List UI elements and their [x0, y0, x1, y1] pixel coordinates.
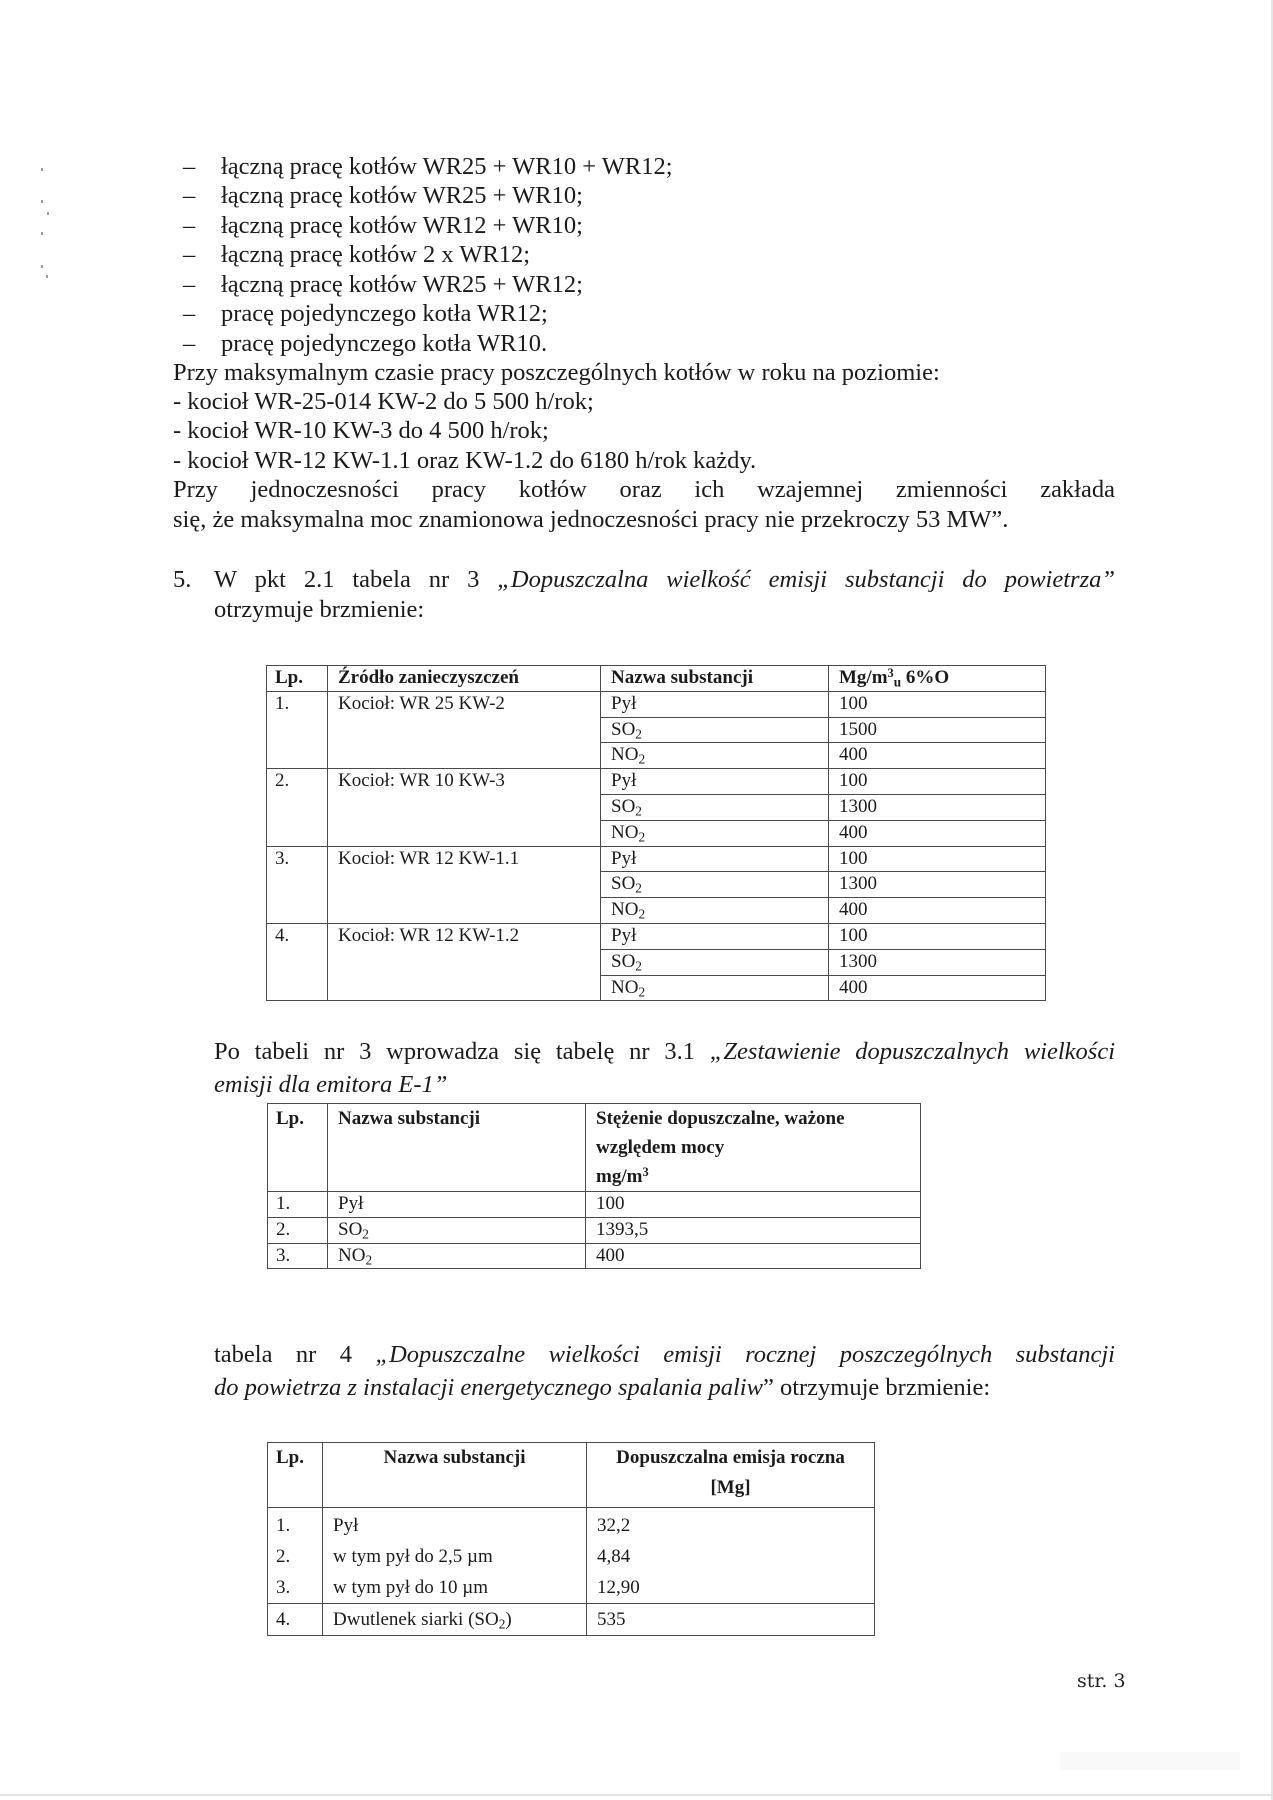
- col-header-substance: Nazwa substancji: [601, 666, 829, 692]
- cell-source: Kocioł: WR 10 KW-3: [328, 769, 601, 846]
- table-row: [267, 923, 1046, 949]
- col-header-substance: Nazwa substancji: [328, 1104, 586, 1192]
- header-line: Stężenie dopuszczalne, ważone: [596, 1108, 845, 1129]
- scan-speck: [41, 200, 43, 203]
- list-item: pracę pojedynczego kotła WR10.: [221, 330, 548, 357]
- table-header-row: [268, 1443, 875, 1508]
- header-unit: [Mg]: [710, 1477, 751, 1498]
- bullet-marker: –: [183, 300, 196, 327]
- list-item: łączną pracę kotłów WR25 + WR10 + WR12;: [221, 153, 673, 180]
- header-line: Dopuszczalna emisja roczna: [616, 1447, 845, 1468]
- formula-sub: 2: [635, 880, 642, 896]
- table31-title: „Zestawienie dopuszczalnych wielkości: [709, 1038, 1115, 1065]
- intro-prefix: Po tabeli nr 3 wprowadza się tabelę nr 3.1: [214, 1038, 710, 1065]
- cell-source: Kocioł: WR 12 KW-1.2: [328, 923, 601, 1000]
- max-time-item: - kocioł WR-12 KW-1.1 oraz KW-1.2 do 6180 h/rok każdy.: [173, 447, 757, 474]
- scan-speck: [41, 265, 43, 268]
- cell-substance: [601, 743, 829, 769]
- formula: SO: [611, 950, 636, 972]
- col-header-source: Źródło zanieczyszczeń: [328, 666, 601, 692]
- list-item: łączną pracę kotłów WR12 + WR10;: [221, 212, 583, 239]
- cell-lp: 1.: [268, 1192, 328, 1218]
- point5-suffix: otrzymuje brzmienie:: [214, 596, 425, 623]
- col-header-concentration: [586, 1104, 921, 1192]
- table-row: [267, 846, 1046, 872]
- cell-substance: [328, 1243, 586, 1269]
- cell-value: 1300: [829, 872, 1046, 898]
- max-time-item: - kocioł WR-10 KW-3 do 4 500 h/rok;: [173, 417, 549, 444]
- cell-substance: Pył: [601, 923, 829, 949]
- table-row: [267, 691, 1046, 717]
- unit-text: Mg/m: [839, 667, 888, 688]
- unit-text: mg/m: [596, 1166, 643, 1187]
- substance-name: Dwutlenek siarki (SO: [333, 1609, 499, 1630]
- col-header-emission: [587, 1443, 875, 1508]
- cell-value: 4,84: [587, 1541, 875, 1572]
- cell-substance: [323, 1604, 587, 1636]
- cell-lp: 4.: [268, 1604, 323, 1636]
- table-header-row: [267, 666, 1046, 692]
- formula: NO: [611, 821, 639, 843]
- list-item: łączną pracę kotłów WR25 + WR10;: [221, 182, 583, 209]
- table-header-row: [268, 1104, 921, 1192]
- table-row: [268, 1243, 921, 1269]
- cell-substance: [601, 717, 829, 743]
- table3-title: „Dopuszczalna wielkość emisji substancji do powietrza”: [497, 566, 1115, 593]
- formula-sub: 2: [498, 1616, 506, 1632]
- cell-value: 400: [829, 975, 1046, 1001]
- bullet-marker: –: [183, 271, 196, 298]
- cell-source: Kocioł: WR 25 KW-2: [328, 691, 601, 768]
- col-header-lp: Lp.: [267, 666, 328, 692]
- table-row: [268, 1572, 875, 1604]
- formula: SO: [611, 873, 636, 895]
- scan-speck: [46, 275, 48, 278]
- cell-value: 1300: [829, 794, 1046, 820]
- table-row: [268, 1604, 875, 1636]
- formula-sub: 2: [362, 1226, 369, 1242]
- formula: NO: [611, 744, 639, 766]
- cell-lp: 2.: [268, 1217, 328, 1243]
- cell-substance: Pył: [601, 846, 829, 872]
- table4-intro-line-2: [214, 1373, 990, 1403]
- formula-sub: 2: [638, 983, 646, 999]
- header-unit: [596, 1162, 910, 1191]
- intro-suffix: ” otrzymuje brzmienie:: [762, 1374, 991, 1401]
- cell-value: 12,90: [587, 1572, 875, 1604]
- emitter-e1-table: [267, 1103, 921, 1269]
- intro-prefix: tabela nr 4: [214, 1341, 376, 1368]
- formula-sub: 2: [638, 906, 646, 922]
- bullet-marker: –: [183, 153, 196, 180]
- cell-value: 1300: [829, 949, 1046, 975]
- cell-lp: 1.: [268, 1508, 323, 1542]
- table-row: [267, 769, 1046, 795]
- formula: NO: [611, 899, 639, 921]
- cell-value: 400: [829, 743, 1046, 769]
- cell-source: Kocioł: WR 12 KW-1.1: [328, 846, 601, 923]
- list-item: pracę pojedynczego kotła WR12;: [221, 300, 548, 327]
- scan-speck: [47, 212, 49, 215]
- unit-sub: u: [893, 674, 902, 690]
- simultaneity-line-1: Przy jednoczesności pracy kotłów oraz ich wzajemnej zmienności zakłada: [173, 476, 1115, 503]
- cell-substance: [601, 898, 829, 924]
- col-header-substance: Nazwa substancji: [323, 1443, 587, 1508]
- col-header-unit: [829, 666, 1046, 692]
- table-row: [268, 1508, 875, 1542]
- cell-substance: w tym pył do 10 µm: [323, 1572, 587, 1604]
- formula-sub: 2: [638, 751, 646, 767]
- cell-substance: w tym pył do 2,5 µm: [323, 1541, 587, 1572]
- cell-lp: 2.: [267, 769, 328, 846]
- cell-value: 100: [586, 1192, 921, 1218]
- table4-title-cont: do powietrza z instalacji energetycznego spalania paliw: [214, 1374, 763, 1401]
- cell-substance: [601, 794, 829, 820]
- substance-suffix: ): [505, 1609, 512, 1630]
- header-line: względem mocy: [596, 1137, 725, 1158]
- cell-value: 100: [829, 769, 1046, 795]
- bullet-marker: –: [183, 330, 196, 357]
- annual-emission-table: [267, 1442, 875, 1636]
- cell-lp: 4.: [267, 923, 328, 1000]
- cell-value: 400: [586, 1243, 921, 1269]
- cell-substance: Pył: [328, 1192, 586, 1218]
- formula: SO: [611, 795, 636, 817]
- formula: SO: [611, 718, 636, 740]
- formula-sub: 2: [638, 829, 646, 845]
- cell-value: 32,2: [587, 1508, 875, 1542]
- cell-lp: 3.: [267, 846, 328, 923]
- point-number: 5.: [173, 566, 192, 593]
- cell-value: 400: [829, 820, 1046, 846]
- cell-value: 100: [829, 691, 1046, 717]
- table-row: [268, 1217, 921, 1243]
- scan-speck: [41, 232, 43, 235]
- point5-heading: [214, 565, 1115, 595]
- table-row: [268, 1541, 875, 1572]
- table31-intro-line-1: [214, 1037, 1115, 1067]
- page-edge-bottom: [0, 1794, 1273, 1796]
- cell-value: 1500: [829, 717, 1046, 743]
- cell-substance: [601, 820, 829, 846]
- list-item: łączną pracę kotłów 2 x WR12;: [221, 241, 531, 268]
- cell-value: 100: [829, 846, 1046, 872]
- bullet-marker: –: [183, 212, 196, 239]
- max-time-item: - kocioł WR-25-014 KW-2 do 5 500 h/rok;: [173, 388, 594, 415]
- cell-substance: [601, 975, 829, 1001]
- emission-limits-table: [266, 665, 1046, 1001]
- cell-value: 1393,5: [586, 1217, 921, 1243]
- cell-lp: 3.: [268, 1572, 323, 1604]
- table-row: [268, 1192, 921, 1218]
- cell-substance: [601, 872, 829, 898]
- cell-lp: 2.: [268, 1541, 323, 1572]
- bullet-marker: –: [183, 182, 196, 209]
- formula-sub: 2: [635, 803, 642, 819]
- scan-speck: [41, 168, 43, 171]
- formula-sub: 2: [635, 958, 642, 974]
- cell-value: 100: [829, 923, 1046, 949]
- cell-lp: 1.: [267, 691, 328, 768]
- cell-substance: [328, 1217, 586, 1243]
- bleed-through-mark: [1060, 1752, 1240, 1770]
- col-header-lp: Lp.: [268, 1443, 323, 1508]
- formula: NO: [338, 1244, 366, 1266]
- unit-suffix: 6%O: [901, 667, 950, 688]
- page-number: str. 3: [1077, 1670, 1126, 1692]
- bullet-marker: –: [183, 241, 196, 268]
- table31-intro-line-2: emisji dla emitora E-1”: [214, 1071, 448, 1098]
- point5-prefix: W pkt 2.1 tabela nr 3: [214, 566, 498, 593]
- table4-intro-line-1: [214, 1340, 1115, 1370]
- cell-substance: Pył: [323, 1508, 587, 1542]
- unit-sup: 3: [887, 665, 894, 680]
- col-header-lp: Lp.: [268, 1104, 328, 1192]
- cell-value: 535: [587, 1604, 875, 1636]
- formula-sub: 2: [635, 725, 642, 741]
- cell-substance: [601, 949, 829, 975]
- formula: SO: [338, 1218, 363, 1240]
- list-item: łączną pracę kotłów WR25 + WR12;: [221, 271, 583, 298]
- table4-title: „Dopuszczalne wielkości emisji rocznej poszczególnych substancji: [375, 1341, 1115, 1368]
- max-time-intro: Przy maksymalnym czasie pracy poszczególnych kotłów w roku na poziomie:: [173, 359, 940, 386]
- formula: NO: [611, 976, 639, 998]
- cell-substance: Pył: [601, 769, 829, 795]
- cell-substance: Pył: [601, 691, 829, 717]
- formula-sub: 2: [365, 1251, 373, 1267]
- cell-value: 400: [829, 898, 1046, 924]
- simultaneity-line-2: się, że maksymalna moc znamionowa jednoczesności pracy nie przekroczy 53 MW”.: [173, 506, 1009, 533]
- unit-sup: 3: [642, 1164, 649, 1179]
- cell-lp: 3.: [268, 1243, 328, 1269]
